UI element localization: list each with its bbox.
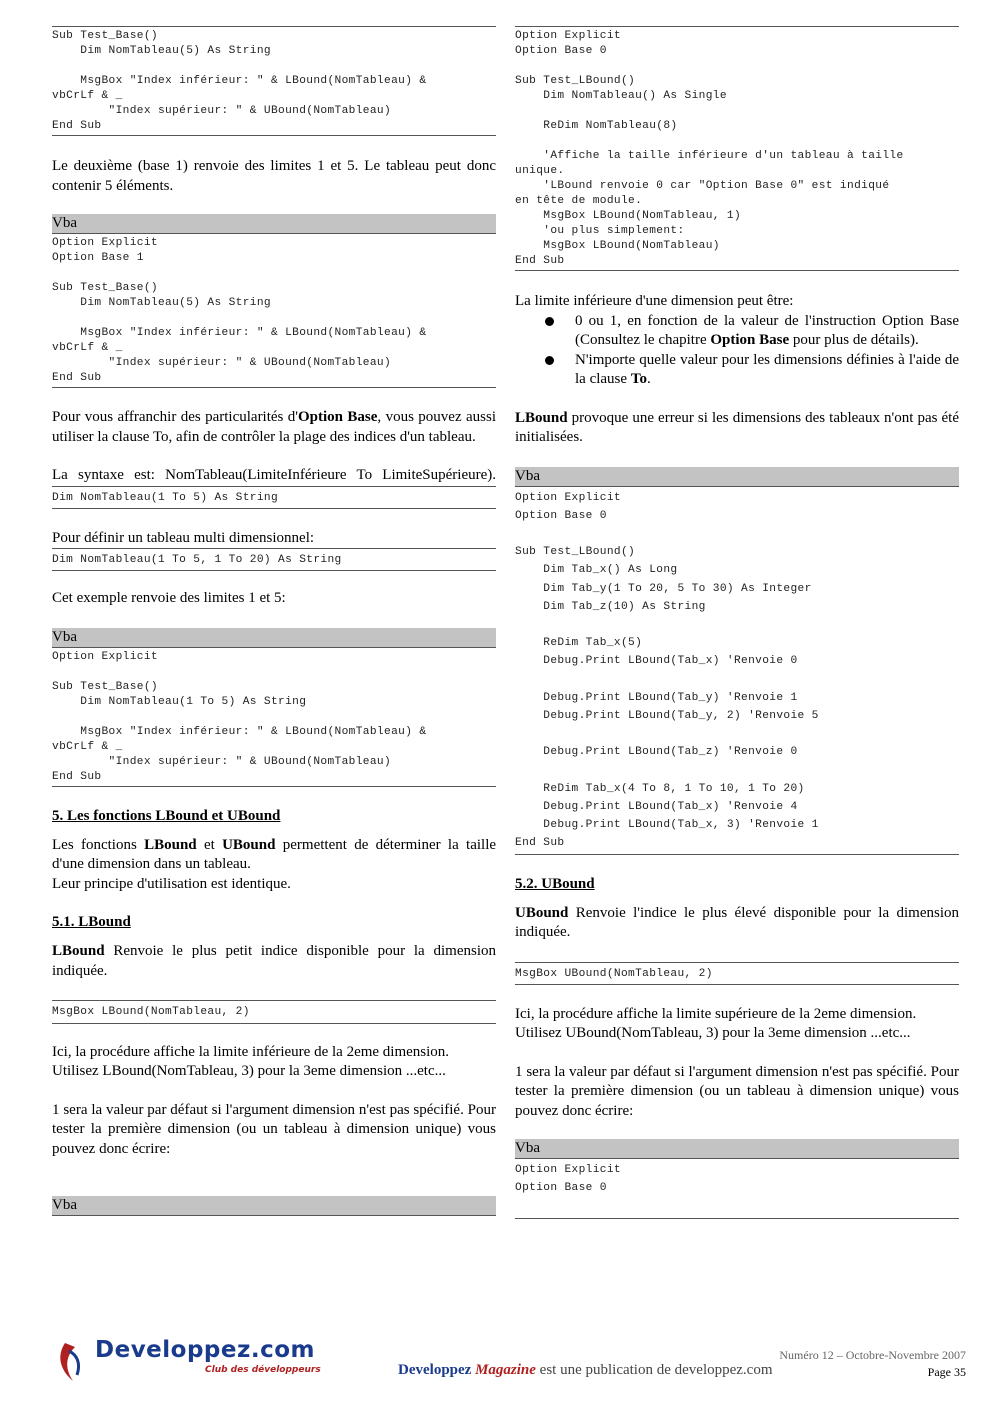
code-text: MsgBox LBound(NomTableau, 2): [52, 1006, 250, 1019]
developpez-logo[interactable]: [55, 1335, 321, 1390]
section-heading: 5.1. LBound: [52, 914, 131, 931]
paragraph: 1 sera la valeur par défaut si l'argument dimension n'est pas spécifié. Pour tester la première dimension (ou un tableau à dimension unique) vous pouvez donc écrire:: [52, 1101, 496, 1157]
paragraph: Pour définir un tableau multi dimensionnel:: [52, 529, 315, 546]
issue-number: Numéro 12 – Octobre-Novembre 2007: [779, 1348, 966, 1362]
section-heading: 5.2. UBound: [515, 875, 595, 892]
paragraph: 1 sera la valeur par défaut si l'argument dimension n'est pas spécifié. Pour tester la première dimension (ou un tableau à dimension unique) vous pouvez donc écrire:: [515, 1063, 959, 1119]
paragraph: Ici, la procédure affiche la limite inférieure de la 2eme dimension. Utilisez LBound(NomTableau, 3) pour la 3eme dimension ...etc...: [52, 1043, 450, 1080]
paragraph: Le deuxième (base 1) renvoie des limites 1 et 5. Le tableau peut donc contenir 5 éléments.: [52, 158, 496, 194]
code-text: Option Explicit Sub Test_Base() Dim NomTableau(1 To 5) As String MsgBox "Index inférieur: " & LBound(NomTableau) & vbCrLf & _ "Index supérieur: " & UBound(NomTableau) End Sub: [52, 650, 427, 783]
page-number: Page 35: [927, 1365, 966, 1379]
code-block: [52, 234, 496, 388]
vba-header: Vba: [52, 214, 496, 234]
code-text: Dim NomTableau(1 To 5, 1 To 20) As String: [52, 554, 342, 567]
list-item: 0 ou 1, en fonction de la valeur de l'instruction Option Base (Consultez le chapitre Option Base pour plus de détails).: [515, 312, 959, 351]
logo-text: Developpez.com: [95, 1337, 316, 1363]
code-block: [52, 486, 496, 509]
paragraph: La syntaxe est: NomTableau(LimiteInférieure To LimiteSupérieure).: [52, 467, 496, 483]
bullet-list: [515, 312, 959, 390]
paragraph: Les fonctions LBound et UBound permettent de déterminer la taille d'une dimension dans un tableau. Leur principe d'utilisation est identique.: [52, 836, 497, 892]
section-heading: 5. Les fonctions LBound et UBound: [52, 807, 281, 824]
paragraph: Pour vous affranchir des particularités d'Option Base, vous pouvez aussi utiliser la clause To, afin de contrôler la plage des indices d'un tableau.: [52, 409, 497, 445]
code-text: Option Explicit Option Base 0 Sub Test_LBound() Dim Tab_x() As Long Dim Tab_y(1 To 20, 5 To 30) As Integer Dim Tab_z(10) As String ReDim Tab_x(5) Debug.Print LBound(Tab_x) 'Renvoie 0 Debug.Print LBound(Tab_y) 'Renvoie 1 Debug.Print LBound(Tab_y, 2) 'Renvoie 5 Debug.Print LBound(Tab_z) 'Renvoie 0 ReDim Tab_x(4 To 8, 1 To 10, 1 To 20) Debug.Print LBound(Tab_x) 'Renvoie 4 Debug.Print LBound(Tab_x, 3) 'Renvoie 1 End Sub: [515, 491, 819, 850]
logo-subtitle: Club des développeurs: [205, 1365, 321, 1375]
paragraph: UBound Renvoie l'indice le plus élevé disponible pour la dimension indiquée.: [515, 904, 959, 941]
code-block: [52, 26, 496, 136]
code-text: Dim NomTableau(1 To 5) As String: [52, 491, 279, 504]
code-block: [52, 648, 496, 787]
paragraph: LBound Renvoie le plus petit indice disponible pour la dimension indiquée.: [52, 943, 496, 979]
code-text: Option Explicit Option Base 0: [515, 1164, 621, 1195]
code-text: Option Explicit Option Base 1 Sub Test_Base() Dim NomTableau(5) As String MsgBox "Index inférieur: " & LBound(NomTableau) & vbCrLf & _ "Index supérieur: " & UBound(NomTableau) End Sub: [52, 237, 427, 384]
code-block: [515, 487, 959, 855]
code-text: Sub Test_Base() Dim NomTableau(5) As String MsgBox "Index inférieur: " & LBound(NomTableau) & vbCrLf & _ "Index supérieur: " & UBound(NomTableau) End Sub: [52, 30, 427, 132]
code-text: Option Explicit Option Base 0 Sub Test_LBound() Dim NomTableau() As Single ReDim NomTableau(8) 'Affiche la taille inférieure d'un tableau à taille unique. 'LBound renvoie 0 car "Option Base 0" est indiqué en tête de module. MsgBox LBound(NomTableau, 1) 'ou plus simplement: MsgBox LBound(NomTableau) End Sub: [515, 30, 904, 267]
right-column: [515, 26, 959, 1219]
code-block: [52, 1000, 496, 1023]
vba-header: Vba: [52, 628, 496, 648]
code-block: [52, 548, 496, 571]
code-block: [515, 26, 959, 271]
code-block: [515, 1159, 959, 1218]
vba-header: Vba: [52, 1196, 496, 1216]
list-item: N'importe quelle valeur pour les dimensions définies à l'aide de la clause To.: [515, 351, 959, 390]
paragraph: LBound provoque une erreur si les dimensions des tableaux n'ont pas été initialisées.: [515, 409, 959, 445]
page-footer: [0, 1330, 992, 1404]
bullet-icon: [545, 356, 554, 365]
left-column: [52, 26, 496, 1216]
vba-header: Vba: [515, 467, 959, 487]
vba-header: Vba: [515, 1139, 959, 1159]
bullet-icon: [545, 317, 554, 326]
publication-line: Developpez Magazine est une publication de developpez.com: [398, 1362, 773, 1378]
paragraph: Ici, la procédure affiche la limite supérieure de la 2eme dimension. Utilisez UBound(NomTableau, 3) pour la 3eme dimension ...etc...: [515, 1005, 917, 1042]
code-block: [515, 962, 959, 985]
paragraph: Cet exemple renvoie des limites 1 et 5:: [52, 590, 286, 607]
paragraph: La limite inférieure d'une dimension peut être:: [515, 293, 794, 309]
code-text: MsgBox UBound(NomTableau, 2): [515, 967, 713, 980]
